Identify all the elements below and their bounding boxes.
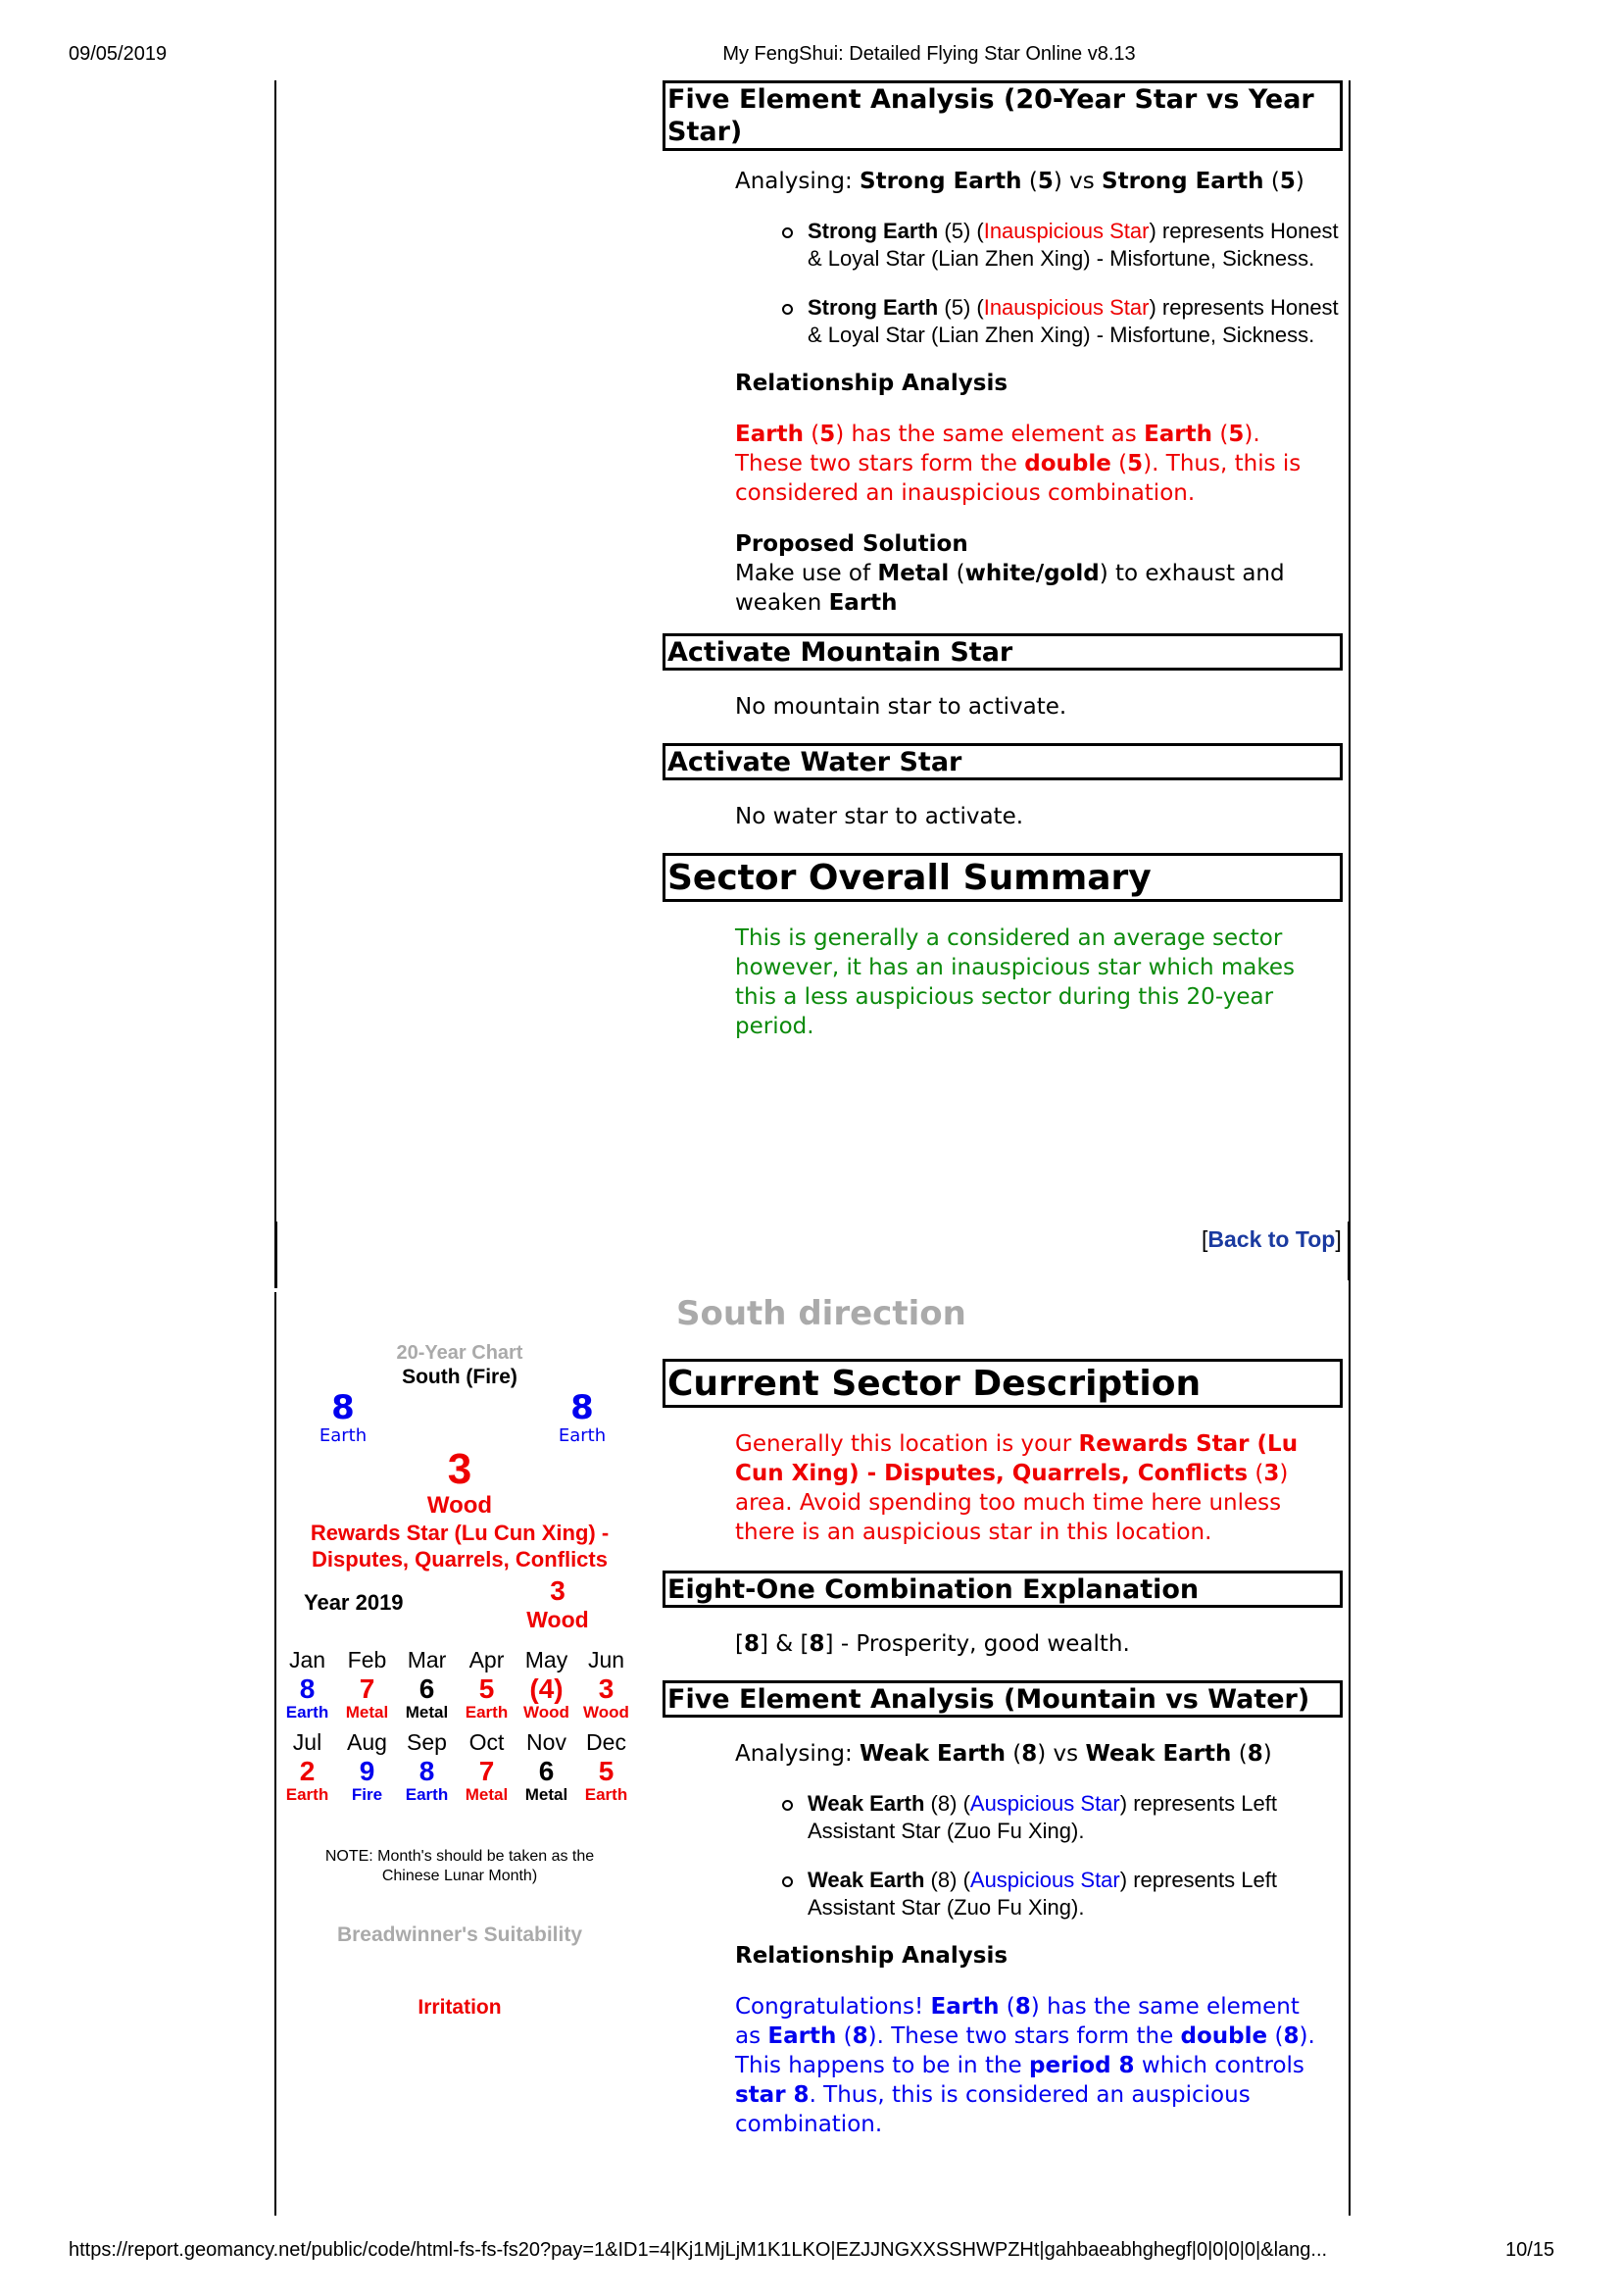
month-star: 3 <box>598 1673 615 1704</box>
relationship-text: Congratulations! Earth (8) has the same element as Earth (8). These two stars form the double (8). This happens to be in the period 8 which controls star 8. Thus, this is considered an auspicious combination. <box>735 1994 1315 2137</box>
star-list-item: Weak Earth (8) (Auspicious Star) represents Left Assistant Star (Zuo Fu Xing). <box>808 1867 1343 1922</box>
sector-summary-text: This is generally a considered an average sector however, it has an inauspicious star which makes this a less auspicious sector during this 20-year period. <box>735 925 1296 1039</box>
breadwinner-title: Breadwinner's Suitability <box>336 1923 583 1946</box>
prev-sector-content <box>663 80 1343 1041</box>
five-element-year-star-list <box>735 218 1343 349</box>
month-grid-row-1: Jan Feb Mar Apr May Jun 8 7 6 5 (4) 3 Earth Metal Metal Earth Wood Wood <box>272 1645 641 1722</box>
left-border-segment <box>274 1222 277 1288</box>
five-element-mw-star-list <box>735 1790 1343 1922</box>
activate-water-heading: Activate Water Star <box>663 743 1343 780</box>
five-element-mw-heading: Five Element Analysis (Mountain vs Water) <box>663 1680 1343 1718</box>
star-list-item: Strong Earth (5) (Inauspicious Star) represents Honest & Loyal Star (Lian Zhen Xing) - Misfortune, Sickness. <box>808 218 1343 273</box>
back-to-top-link[interactable]: Back to Top <box>1207 1226 1336 1252</box>
month-star: 7 <box>359 1673 375 1704</box>
month-star: 6 <box>538 1756 555 1786</box>
relationship-text: Earth (5) has the same element as Earth (5). These two stars form the double (5). Thus, this is considered an inauspicious combination. <box>735 422 1302 506</box>
page-number: 10/15 <box>1505 2239 1555 2261</box>
right-border-segment <box>1348 1222 1351 1280</box>
lunar-month-note: NOTE: Month's should be taken as the Chinese Lunar Month) <box>324 1848 595 1884</box>
star-list-item: Weak Earth (8) (Auspicious Star) represents Left Assistant Star (Zuo Fu Xing). <box>808 1790 1343 1845</box>
activate-mountain-heading: Activate Mountain Star <box>663 633 1343 671</box>
left-border-top <box>274 80 276 1227</box>
base-star: 3 Wood Rewards Star (Lu Cun Xing) - Disputes, Quarrels, Conflicts <box>278 1447 641 1572</box>
month-star: 5 <box>478 1673 495 1704</box>
twenty-year-chart <box>278 1341 641 2020</box>
print-date: 09/05/2019 <box>69 43 168 65</box>
page-url: https://report.geomancy.net/public/code/html-fs-fs-fs20?pay=1&ID1=4|Kj1MjLjM1K1LKO|EZJJNGXXSSHWPZHt|gahbaeabhghegf|0|0|0|0|&lang... <box>69 2239 1328 2261</box>
eight-one-heading: Eight-One Combination Explanation <box>663 1571 1343 1608</box>
direction-title: South direction <box>676 1294 966 1333</box>
base-star-desc: Rewards Star (Lu Cun Xing) - Disputes, Quarrels, Conflicts <box>310 1521 610 1572</box>
activate-water-text: No water star to activate. <box>735 804 1024 829</box>
right-border-bottom <box>1349 1278 1351 2216</box>
mountain-star: 8 Earth <box>319 1388 368 1446</box>
month-grid-row-2: Jul Aug Sep Oct Nov Dec 2 9 8 7 6 5 Earth Fire Earth Metal Metal Earth <box>272 1727 641 1804</box>
chart-sector: South (Fire) <box>402 1366 517 1388</box>
proposed-solution-heading: Proposed Solution <box>735 531 968 557</box>
proposed-solution: Proposed Solution Make use of Metal (white/gold) to exhaust and weaken Earth <box>735 531 1285 616</box>
year-row <box>278 1576 641 1637</box>
star-list-item: Strong Earth (5) (Inauspicious Star) represents Honest & Loyal Star (Lian Zhen Xing) - Misfortune, Sickness. <box>808 294 1343 349</box>
current-sector-heading: Current Sector Description <box>663 1359 1343 1408</box>
five-element-mw-analysing: Analysing: Weak Earth (8) vs Weak Earth (8) <box>735 1741 1272 1767</box>
relationship-heading: Relationship Analysis <box>735 371 1008 396</box>
year-label: Year 2019 <box>304 1590 404 1615</box>
current-sector-text: Generally this location is your Rewards Star (Lu Cun Xing) - Disputes, Quarrels, Conflicts (3) area. Avoid spending too much time here unless there is an auspicious star in this location. <box>735 1431 1299 1545</box>
page-title: My FengShui: Detailed Flying Star Online v8.13 <box>722 43 1136 65</box>
chart-title: 20-Year Chart <box>396 1342 523 1364</box>
month-star: 8 <box>418 1756 435 1786</box>
south-sector-content <box>663 1359 1343 2139</box>
month-star: 5 <box>598 1756 615 1786</box>
month-star: 8 <box>299 1673 316 1704</box>
month-star: 2 <box>299 1756 316 1786</box>
relationship-heading: Relationship Analysis <box>735 1943 1008 1969</box>
activate-mountain-text: No mountain star to activate. <box>735 694 1067 720</box>
month-star: 7 <box>478 1756 495 1786</box>
year-star: 3 Wood <box>526 1575 589 1632</box>
sector-summary-heading: Sector Overall Summary <box>663 853 1343 902</box>
five-element-year-analysing: Analysing: Strong Earth (5) vs Strong Earth (5) <box>735 169 1304 194</box>
five-element-year-heading: Five Element Analysis (20-Year Star vs Year Star) <box>663 80 1343 151</box>
eight-one-text: [8] & [8] - Prosperity, good wealth. <box>735 1631 1130 1657</box>
month-star: 9 <box>359 1756 375 1786</box>
breadwinner-value: Irritation <box>418 1996 502 2019</box>
month-star: (4) <box>529 1673 564 1704</box>
month-star: 6 <box>418 1673 435 1704</box>
water-star: 8 Earth <box>558 1388 607 1446</box>
back-to-top: [Back to Top] <box>1202 1226 1342 1252</box>
chart-star-pair <box>278 1390 641 1449</box>
right-border-top <box>1349 80 1351 1227</box>
